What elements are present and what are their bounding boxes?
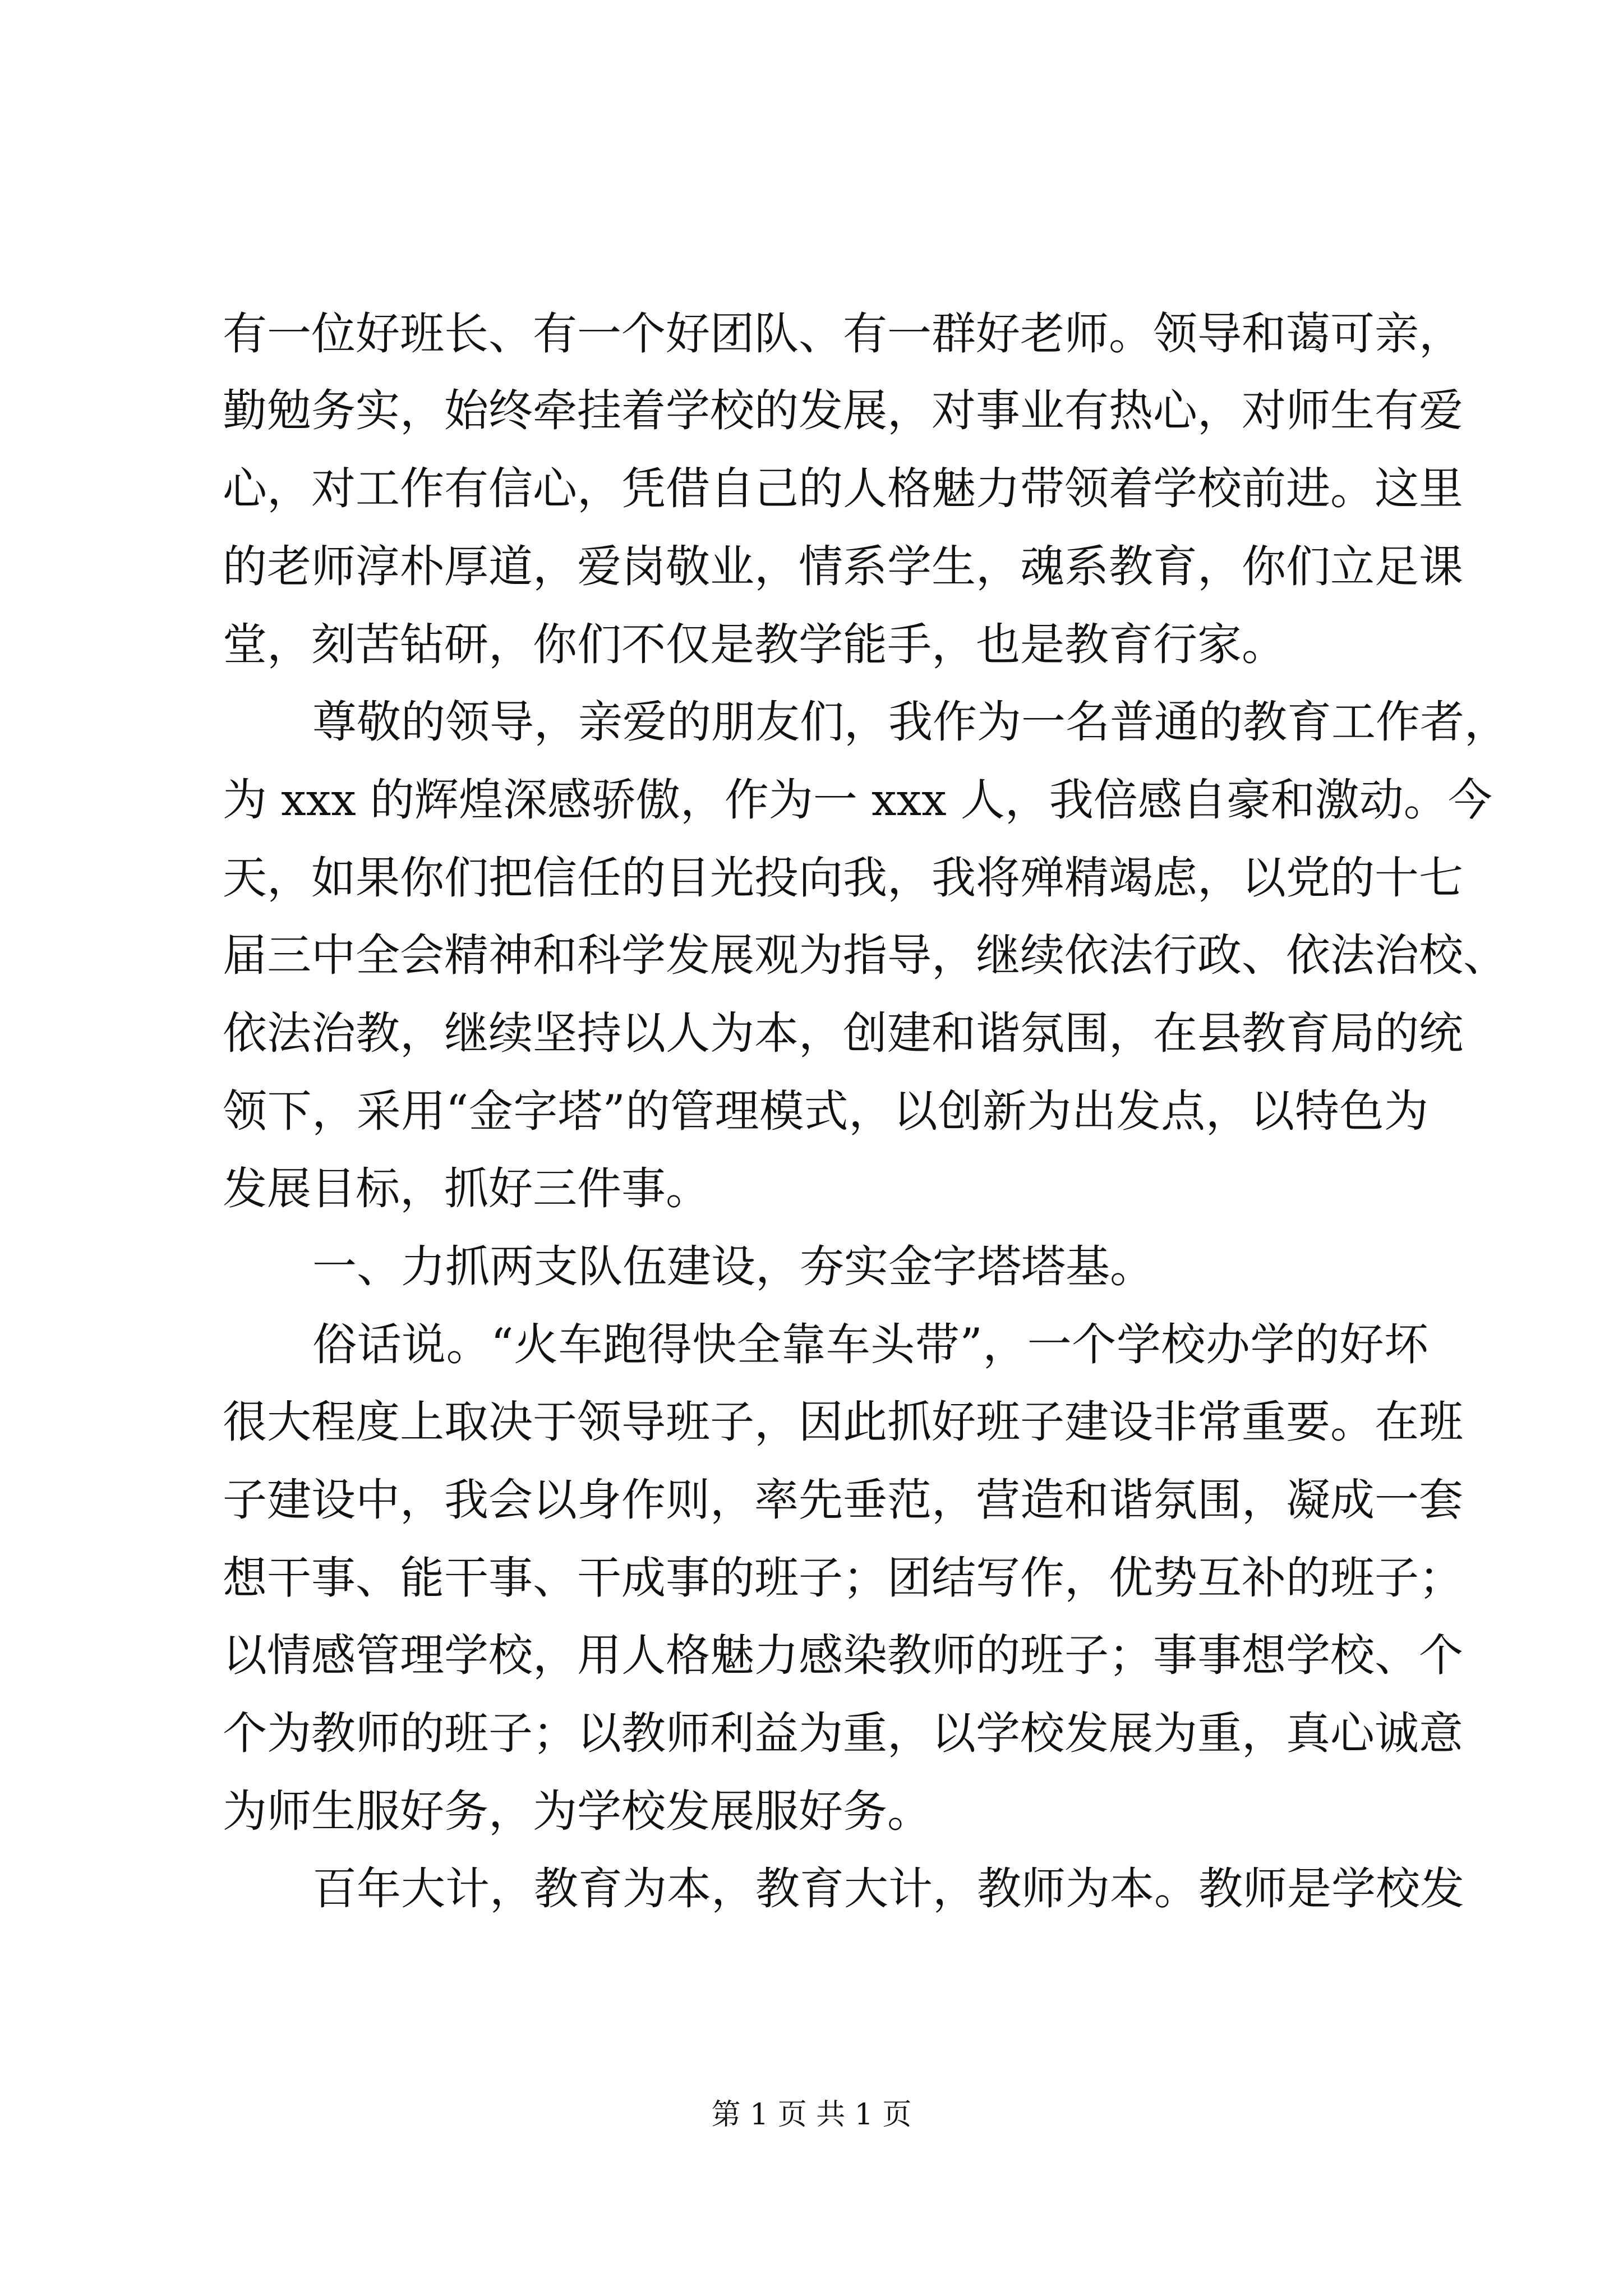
- text-line: 为 xxx 的辉煌深感骄傲，作为一 xxx 人，我倍感自豪和激动。今: [223, 774, 1492, 826]
- text-line: 的老师淳朴厚道，爱岗敬业，情系学生，魂系教育，你们立足课: [223, 541, 1463, 592]
- text-line: 百年大计，教育为本，教育大计，教师为本。教师是学校发: [312, 1863, 1464, 1915]
- text-line: 领下，采用“金字塔”的管理模式，以创新为出发点，以特色为: [223, 1085, 1428, 1137]
- text-line: 届三中全会精神和科学发展观为指导，继续依法行政、依法治校、: [223, 930, 1507, 981]
- text-line: 勤勉务实，始终牵挂着学校的发展，对事业有热心，对师生有爱: [223, 385, 1463, 436]
- text-line: 以情感管理学校，用人格魅力感染教师的班子；事事想学校、个: [223, 1630, 1463, 1681]
- text-line: 有一位好班长、有一个好团队、有一群好老师。领导和蔼可亲，: [223, 308, 1463, 360]
- text-line: 俗话说。“火车跑得快全靠车头带”，一个学校办学的好坏: [312, 1319, 1428, 1370]
- text-line: 想干事、能干事、干成事的班子；团结写作，优势互补的班子；: [223, 1552, 1463, 1604]
- section-heading: 一、力抓两支队伍建设，夯实金字塔塔基。: [312, 1241, 1154, 1292]
- text-line: 堂，刻苦钻研，你们不仅是教学能手，也是教育行家。: [223, 619, 1286, 670]
- text-line: 天，如果你们把信任的目光投向我，我将殚精竭虑，以党的十七: [223, 852, 1463, 904]
- text-line: 心，对工作有信心，凭借自己的人格魅力带领着学校前进。这里: [223, 463, 1463, 514]
- text-line: 个为教师的班子；以教师利益为重，以学校发展为重，真心诚意: [223, 1708, 1463, 1759]
- text-line: 发展目标，抓好三件事。: [223, 1163, 710, 1214]
- text-line: 依法治教，继续坚持以人为本，创建和谐氛围，在县教育局的统: [223, 1007, 1463, 1059]
- text-line: 子建设中，我会以身作则，率先垂范，营造和谐氛围，凝成一套: [223, 1474, 1463, 1526]
- text-line: 尊敬的领导，亲爱的朋友们，我作为一名普通的教育工作者，: [312, 696, 1509, 748]
- text-line: 很大程度上取决于领导班子，因此抓好班子建设非常重要。在班: [223, 1396, 1463, 1448]
- text-line: 为师生服好务，为学校发展服好务。: [223, 1786, 932, 1837]
- page-footer: 第 1 页 共 1 页: [711, 2098, 912, 2132]
